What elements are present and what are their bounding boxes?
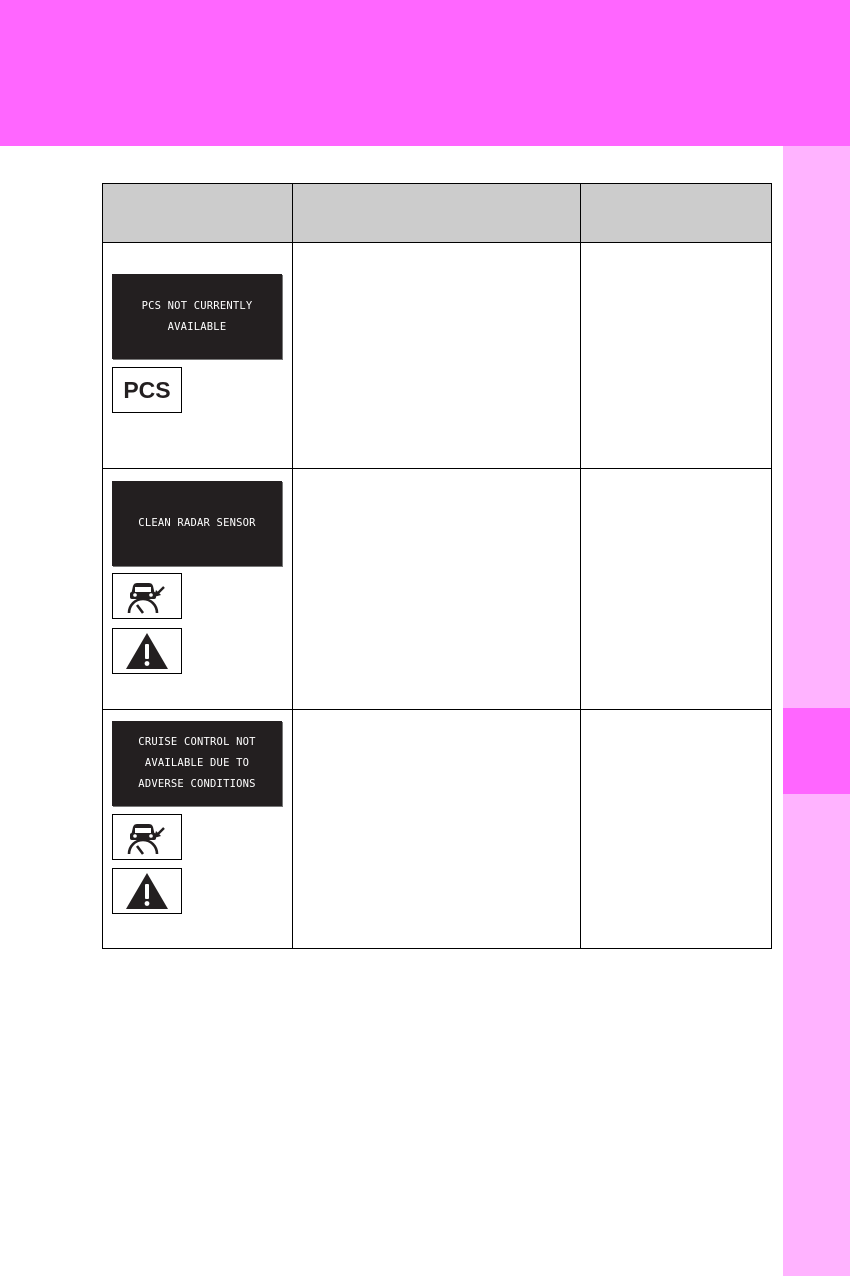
table-row (103, 710, 772, 949)
details-cell (293, 469, 580, 710)
side-tab-active-section[interactable] (783, 708, 850, 794)
pcs-light-label: PCS (123, 376, 171, 403)
cruise-control-radar-icon (112, 573, 182, 619)
indicator-cell (103, 243, 293, 469)
table-header-cell (293, 184, 580, 243)
master-warning-icon (112, 628, 182, 674)
warning-message-table (102, 183, 772, 949)
details-cell (293, 710, 580, 949)
header-band (0, 0, 850, 146)
procedure-cell (580, 469, 771, 710)
cruise-control-radar-icon (112, 814, 182, 860)
procedure-cell (580, 710, 771, 949)
pcs-warning-light (112, 367, 182, 413)
indicator-cell (103, 469, 293, 710)
master-warning-icon (112, 868, 182, 914)
multi-info-display-message: PCS NOT CURRENTLY AVAILABLE (112, 274, 282, 359)
procedure-cell (580, 243, 771, 469)
multi-info-display-message: CRUISE CONTROL NOT AVAILABLE DUE TO ADVERSE CONDITIONS (112, 721, 282, 806)
multi-info-display-message: CLEAN RADAR SENSOR (112, 481, 282, 566)
table-row (103, 469, 772, 710)
table-header-row (103, 184, 772, 243)
details-cell (293, 243, 580, 469)
table-header-cell (580, 184, 771, 243)
table-row (103, 243, 772, 469)
indicator-cell (103, 710, 293, 949)
table-header-cell (103, 184, 293, 243)
